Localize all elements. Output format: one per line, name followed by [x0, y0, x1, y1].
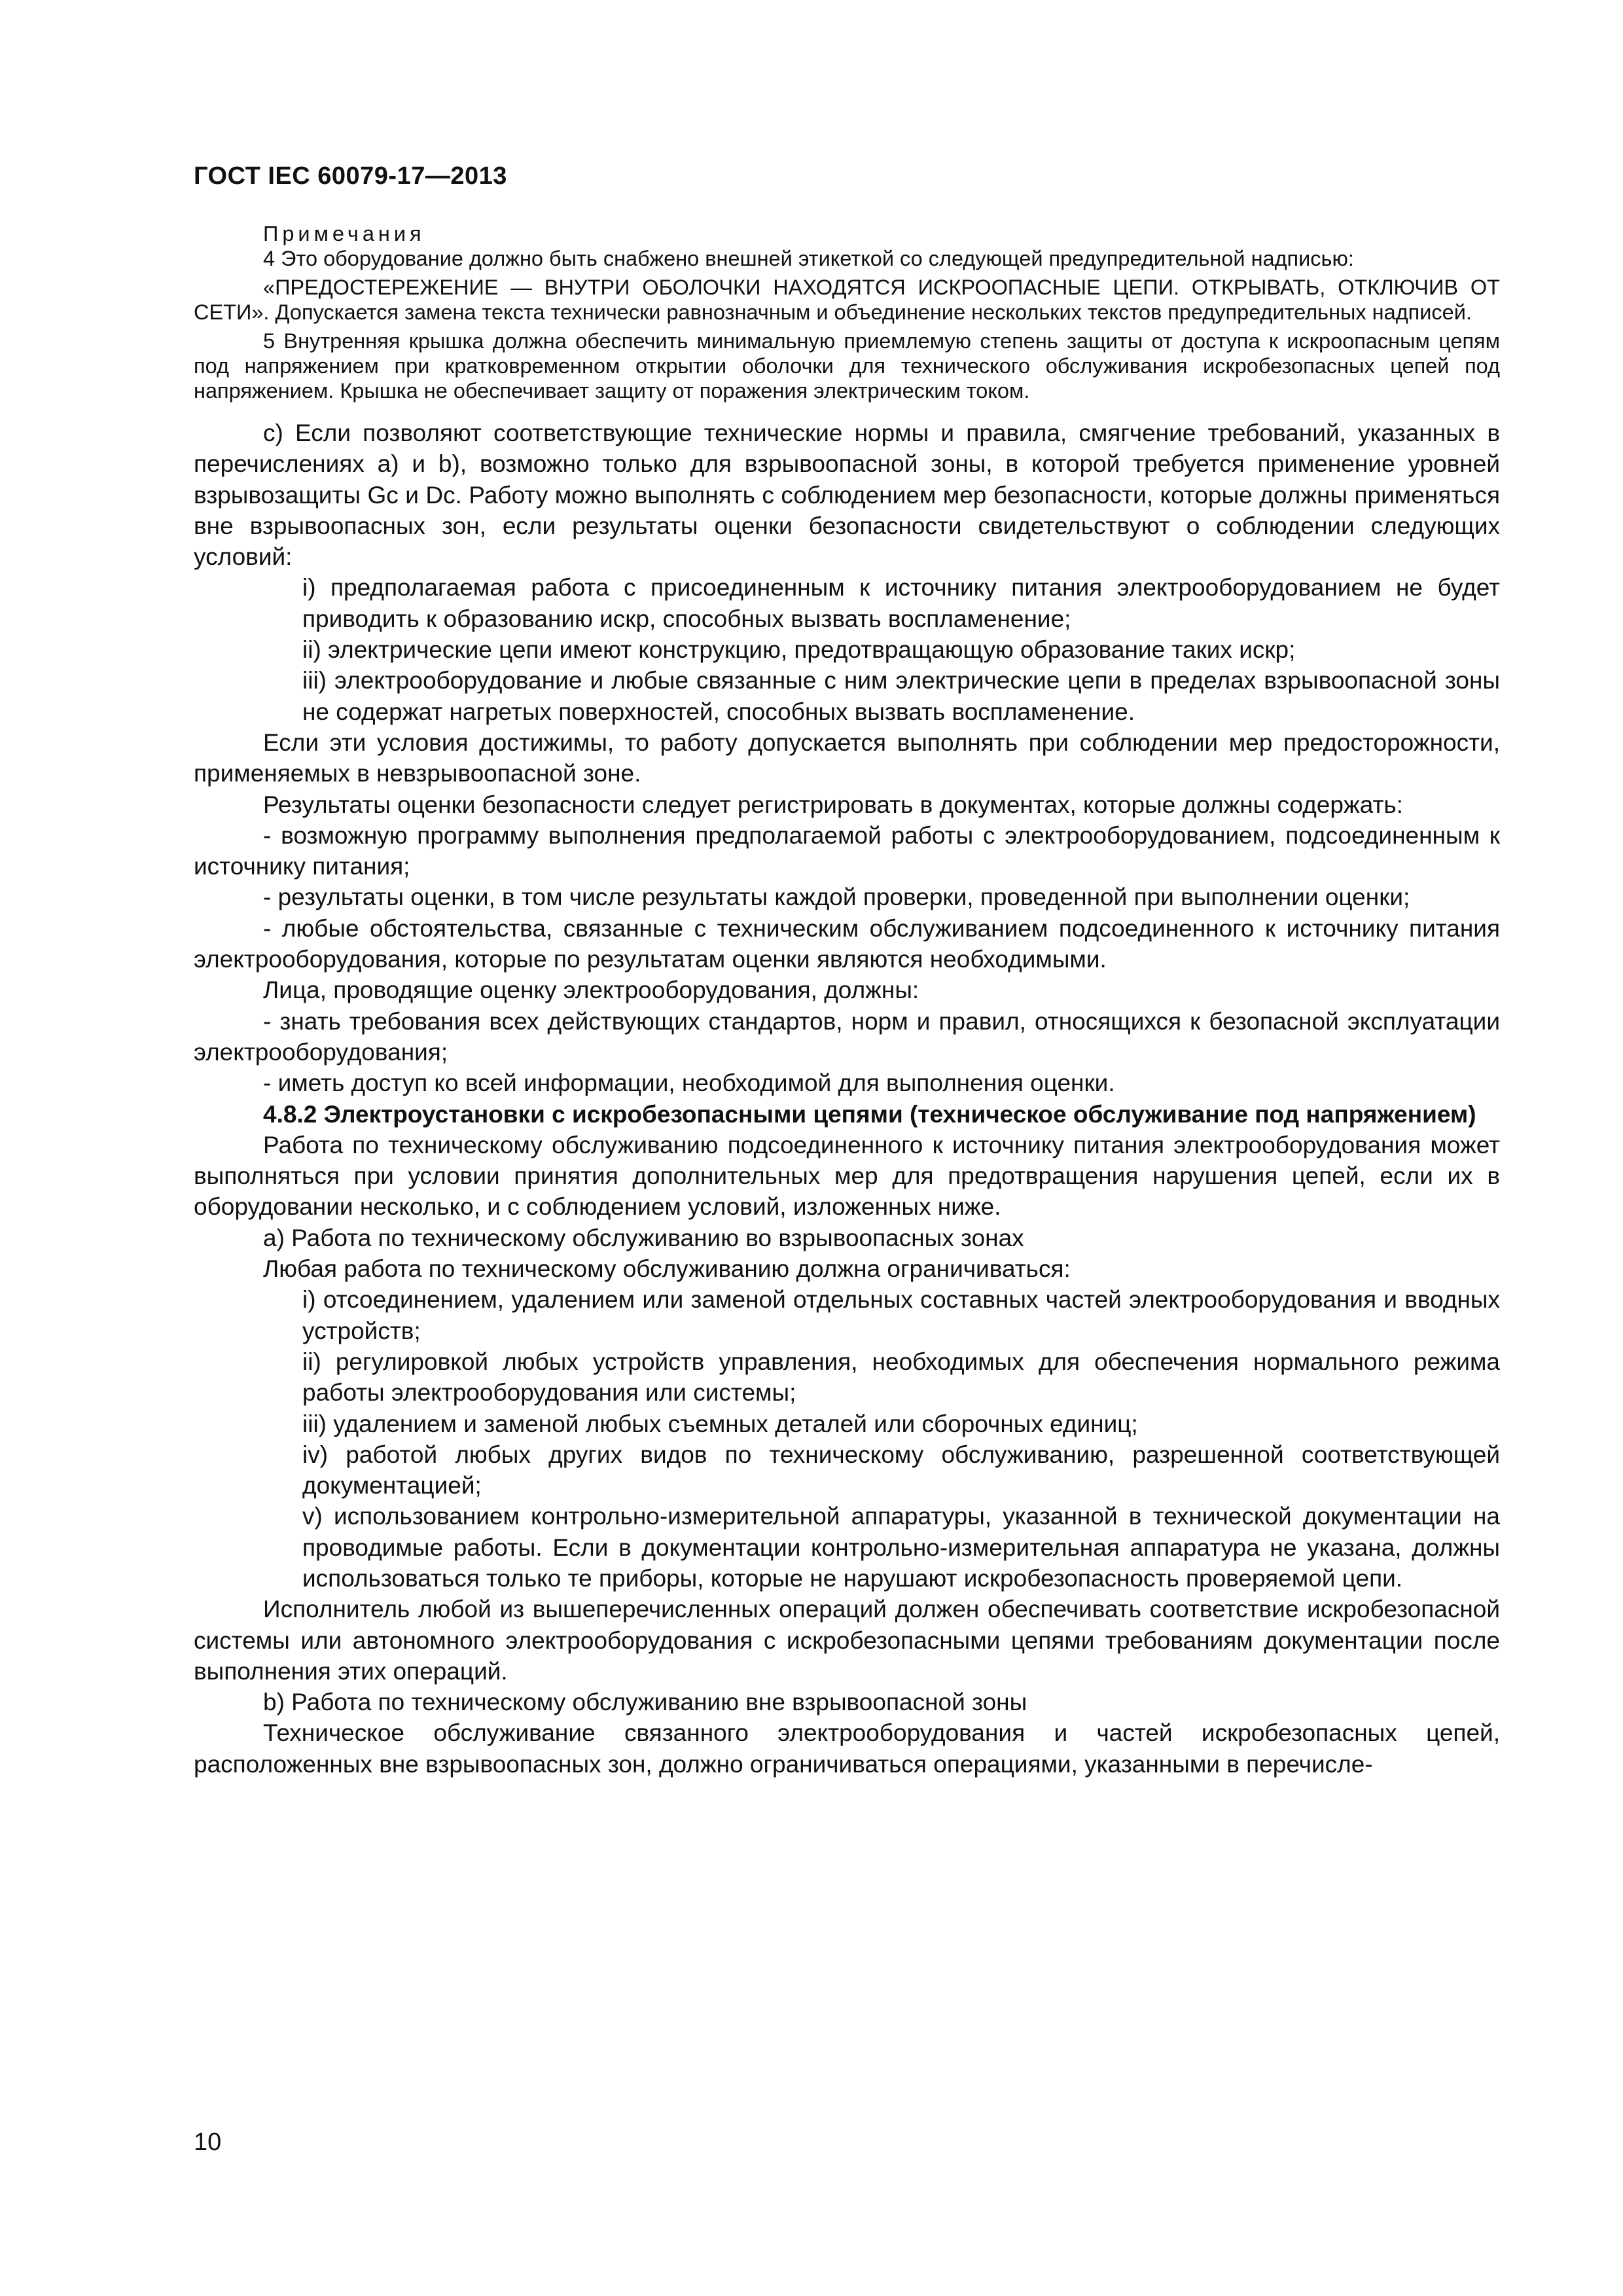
- item-a-iv: iv) работой любых других видов по техническому обслуживанию, разрешенной соответствующей документацией;: [302, 1441, 1500, 1499]
- item-c-paragraph: c) Если позволяют соответствующие технические нормы и правила, смягчение требований, указанных в перечислениях a) и b), возможно только для взрывоопасной зоны, в которой требуется применение уровней взрывозащиты Gc и Dc. Работу можно выполнять с соблюдением мер безопасности, которые должны применяться вне взрывоопасных зон, если результаты оценки безопасности свидетельствуют о соблюдении следующих условий:: [194, 420, 1500, 571]
- results-intro-paragraph: Результаты оценки безопасности следует регистрировать в документах, которые должны содержать:: [263, 791, 1403, 818]
- results-item-2: - результаты оценки, в том числе результаты каждой проверки, проведенной при выполнении оценки;: [263, 884, 1410, 911]
- item-b-paragraph: Техническое обслуживание связанного электрооборудования и частей искробезопасных цепей, расположенных вне взрывоопасных зон, должно ограничиваться операциями, указанными в перечисле-: [194, 1719, 1500, 1778]
- document-content: [194, 221, 1500, 1780]
- notes-title: Примечания: [263, 222, 425, 245]
- item-c-condition-ii: ii) электрические цепи имеют конструкцию, предотвращающую образование таких искр;: [302, 636, 1296, 664]
- note-4-warning-paragraph: «ПРЕДОСТЕРЕЖЕНИЕ — ВНУТРИ ОБОЛОЧКИ НАХОДЯТСЯ ИСКРООПАСНЫЕ ЦЕПИ. ОТКРЫВАТЬ, ОТКЛЮЧИВ ОТ СЕТИ». Допускается замена текста технически равнозначным и объединение нескольких текстов предупредительных надписей.: [194, 276, 1500, 324]
- section-heading-4-8-2: 4.8.2 Электроустановки с искробезопасными цепями (техническое обслуживание под напряжением): [263, 1100, 1476, 1128]
- results-item-3: - любые обстоятельства, связанные с техническим обслуживанием подсоединенного к источнику питания электрооборудования, которые по результатам оценки являются необходимыми.: [194, 914, 1500, 973]
- persons-item-1: - знать требования всех действующих стандартов, норм и правил, относящихся к безопасной эксплуатации электрооборудования;: [194, 1007, 1500, 1066]
- persons-intro-paragraph: Лица, проводящие оценку электрооборудования, должны:: [263, 977, 919, 1004]
- item-a-intro: Любая работа по техническому обслуживанию должна ограничиваться:: [263, 1255, 1071, 1283]
- results-item-1: - возможную программу выполнения предполагаемой работы с электрооборудованием, подсоединенным к источнику питания;: [194, 821, 1500, 880]
- conditions-paragraph: Если эти условия достижимы, то работу допускается выполнять при соблюдении мер предосторожности, применяемых в невзрывоопасной зоне.: [194, 728, 1500, 787]
- note-4-paragraph: 4 Это оборудование должно быть снабжено внешней этикеткой со следующей предупредительной надписью:: [263, 247, 1354, 270]
- executor-paragraph: Исполнитель любой из вышеперечисленных операций должен обеспечивать соответствие искробезопасной системы или автономного электрооборудования с искробезопасными цепями требованиям документации после выполнения этих операций.: [194, 1596, 1500, 1685]
- item-c-condition-iii: iii) электрооборудование и любые связанные с ним электрические цепи в пределах взрывоопасной зоны не содержат нагретых поверхностей, способных вызвать воспламенение.: [302, 667, 1500, 725]
- section-intro-paragraph: Работа по техническому обслуживанию подсоединенного к источнику питания электрооборудования может выполняться при условии принятия дополнительных мер для предотвращения нарушения цепей, если их в оборудовании несколько, и с соблюдением условий, изложенных ниже.: [194, 1131, 1500, 1221]
- document-header: ГОСТ IEC 60079-17—2013: [194, 162, 507, 190]
- page-number: 10: [194, 2128, 222, 2156]
- note-5-paragraph: 5 Внутренняя крышка должна обеспечить минимальную приемлемую степень защиты от доступа к искроопасным цепям под напряжением при кратковременном открытии оболочки для технического обслуживания искробезопасных цепей под напряжением. Крышка не обеспечивает защиту от поражения электрическим током.: [194, 329, 1500, 403]
- main-text: [194, 418, 1500, 1780]
- item-a-v: v) использованием контрольно-измерительной аппаратуры, указанной в технической документации на проводимые работы. Если в документации контрольно-измерительная аппаратура не указана, должны использоваться только те приборы, которые не нарушают искробезопасность проверяемой цепи.: [302, 1503, 1500, 1592]
- item-a-title: a) Работа по техническому обслуживанию во взрывоопасных зонах: [263, 1224, 1024, 1251]
- item-a-iii: iii) удалением и заменой любых съемных деталей или сборочных единиц;: [302, 1410, 1138, 1437]
- notes-block: [194, 221, 1500, 403]
- item-a-i: i) отсоединением, удалением или заменой отдельных составных частей электрооборудования и вводных устройств;: [302, 1286, 1500, 1344]
- item-a-ii: ii) регулировкой любых устройств управления, необходимых для обеспечения нормального режима работы электрооборудования или системы;: [302, 1348, 1500, 1407]
- item-c-condition-i: i) предполагаемая работа с присоединенным к источнику питания электрооборудованием не будет приводить к образованию искр, способных вызвать воспламенение;: [302, 574, 1500, 632]
- item-b-title: b) Работа по техническому обслуживанию вне взрывоопасной зоны: [263, 1689, 1027, 1716]
- persons-item-2: - иметь доступ ко всей информации, необходимой для выполнения оценки.: [263, 1069, 1115, 1097]
